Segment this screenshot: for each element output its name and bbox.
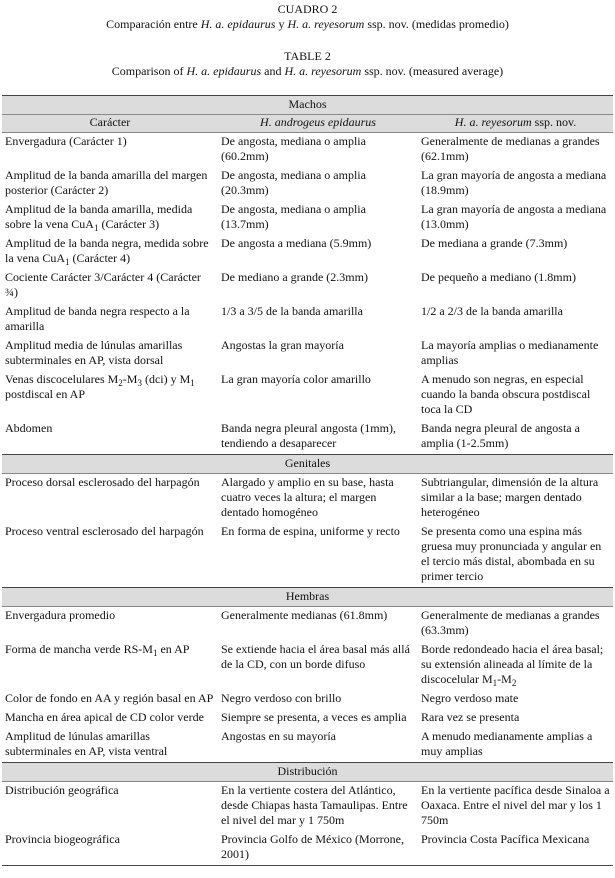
table-row: [2, 201, 613, 235]
section-title: Genitales: [2, 455, 613, 474]
section-title: Machos: [2, 96, 613, 115]
cell-reyesorum: Subtriangular, dimensión de la altura similar a la base; margen dentado heterogéneo: [421, 475, 599, 519]
caption-english: [0, 49, 615, 79]
table-row: [2, 782, 613, 832]
cell-caracter: Proceso dorsal esclerosado del harpagón: [5, 475, 200, 489]
cell-caracter: Mancha en área apical de CD color verde: [5, 710, 204, 724]
cell-reyesorum: A menudo medianamente amplias a muy amplias: [421, 729, 593, 758]
cell-epidaurus: La gran mayoría color amarillo: [221, 372, 371, 386]
cell-epidaurus: 1/3 a 3/5 de la banda amarilla: [221, 304, 363, 318]
table-row: [2, 523, 613, 588]
cell-epidaurus: De angosta a mediana (5.9mm): [221, 236, 372, 250]
cell-reyesorum: Provincia Costa Pacífica Mexicana: [418, 831, 613, 866]
cell-caracter: Venas discocelulares $M_2-M_3$ (dci) y $M_1$ postdiscal en AP: [5, 372, 195, 401]
column-header-row: [2, 115, 613, 133]
cell-caracter: Amplitud de la banda amarilla, medida sobre la vena CuA$_1$ (Carácter 3): [5, 202, 193, 233]
cell-caracter: Amplitud de banda negra respecto a la amarilla: [5, 304, 190, 333]
cell-reyesorum: De mediana a grande (7.3mm): [421, 236, 568, 250]
cell-reyesorum: 1/2 a 2/3 de la banda amarilla: [421, 304, 563, 318]
cell-epidaurus: Banda negra pleural angosta (1mm), tendiendo a desaparecer: [221, 421, 396, 450]
section-row-distribucion: [2, 763, 613, 782]
cell-reyesorum: La gran mayoría de angosta a mediana (13.0mm): [421, 202, 607, 231]
section-row-machos: [2, 96, 613, 115]
cell-reyesorum: Borde redondeado hacia el área basal; su extensión alineada al límite de la discocelular $M_1-M_2$: [421, 642, 604, 688]
cell-epidaurus: Alargado y amplio en su base, hasta cuatro veces la altura; el margen dentado homogéneo: [221, 475, 394, 519]
cell-epidaurus: Angostas la gran mayoría: [221, 338, 344, 352]
table-row: [2, 690, 613, 709]
table-row: [2, 337, 613, 371]
cell-reyesorum: Generalmente de medianas a grandes (63.3mm): [421, 608, 600, 637]
cell-caracter: Amplitud de la banda amarilla del margen posterior (Carácter 2): [5, 168, 208, 197]
cell-reyesorum: Rara vez se presenta: [421, 710, 520, 724]
column-header-reyesorum: H. a. reyesorum ssp. nov.: [418, 115, 613, 133]
cell-epidaurus: De angosta, mediana o amplia (60.2mm): [221, 134, 366, 163]
cell-epidaurus: De mediano a grande (2.3mm): [221, 270, 368, 284]
section-row-hembras: [2, 588, 613, 607]
section-title: Hembras: [2, 588, 613, 607]
cell-reyesorum: De pequeño a mediano (1.8mm): [421, 270, 576, 284]
cell-caracter: Provincia biogeográfica: [2, 831, 218, 866]
caption-spanish: [0, 2, 615, 32]
cell-epidaurus: En forma de espina, uniforme y recto: [221, 524, 400, 538]
cell-epidaurus: Provincia Golfo de México (Morrone, 2001): [218, 831, 418, 866]
cell-reyesorum: En la vertiente pacífica desde Sinaloa a Oaxaca. Entre el nivel del mar y los 1 750m: [421, 783, 610, 827]
table-row: [2, 269, 613, 303]
comparison-table: [2, 95, 613, 866]
caption-spanish-label: CUADRO 2: [277, 2, 338, 16]
cell-epidaurus: Siempre se presenta, a veces es amplia: [221, 710, 407, 724]
table-row: [2, 641, 613, 690]
table-row: [2, 235, 613, 269]
cell-reyesorum: La mayoría amplias o medianamente amplias: [421, 338, 599, 367]
cell-reyesorum: La gran mayoría de angosta a mediana (18.9mm): [421, 168, 607, 197]
cell-caracter: Color de fondo en AA y región basal en AP: [5, 691, 214, 705]
caption-english-title: Comparison of H. a. epidaurus and H. a. reyesorum ssp. nov. (measured average): [111, 64, 504, 78]
table-row: [2, 709, 613, 728]
cell-epidaurus: De angosta, mediana o amplia (20.3mm): [221, 168, 366, 197]
cell-reyesorum: Generalmente de medianas a grandes (62.1mm): [421, 134, 600, 163]
column-header-epidaurus: H. androgeus epidaurus: [218, 115, 418, 133]
cell-caracter: Amplitud media de lúnulas amarillas subterminales en AP, vista dorsal: [5, 338, 183, 367]
table-row: [2, 167, 613, 201]
cell-caracter: Envergadura (Carácter 1): [5, 134, 127, 148]
cell-caracter: Distribución geográfica: [5, 783, 119, 797]
table-row: [2, 371, 613, 420]
column-header-caracter: Carácter: [2, 115, 218, 133]
cell-reyesorum: Se presenta como una espina más gruesa muy pronunciada y angular en el tercio más distal, abombada en su primer tercio: [421, 524, 602, 583]
cell-epidaurus: De angosta, mediana o amplia (13.7mm): [221, 202, 366, 231]
table-row: [2, 474, 613, 524]
table-row: [2, 607, 613, 642]
table-row: [2, 303, 613, 337]
section-title: Distribución: [2, 763, 613, 782]
table-row: [2, 420, 613, 455]
cell-epidaurus: Negro verdoso con brillo: [221, 691, 342, 705]
cell-reyesorum: Negro verdoso mate: [421, 691, 519, 705]
table-row: [2, 831, 613, 866]
section-row-genitales: [2, 455, 613, 474]
cell-caracter: Forma de mancha verde $RS-M_1$ en AP: [5, 642, 190, 658]
cell-caracter: Amplitud de la banda negra, medida sobre la vena CuA$_1$ (Carácter 4): [5, 236, 209, 267]
cell-caracter: Proceso ventral esclerosado del harpagón: [5, 524, 204, 538]
table-row: [2, 133, 613, 168]
cell-caracter: Envergadura promedio: [5, 608, 116, 622]
table-row: [2, 728, 613, 763]
cell-caracter: Cociente Carácter 3/Carácter 4 (Carácter ¾): [5, 270, 201, 299]
cell-epidaurus: Generalmente medianas (61.8mm): [221, 608, 388, 622]
cell-caracter: Amplitud de lúnulas amarillas subterminales en AP, vista ventral: [5, 729, 168, 758]
cell-reyesorum: Banda negra pleural de angosta a amplia (1-2.5mm): [421, 421, 580, 450]
caption-english-label: TABLE 2: [284, 49, 331, 63]
cell-epidaurus: En la vertiente costera del Atlántico, desde Chiapas hasta Tamaulipas. Entre el nivel del mar y 1 750m: [221, 783, 408, 827]
cell-caracter: Abdomen: [5, 421, 53, 435]
caption-spanish-title: Comparación entre H. a. epidaurus y H. a. reyesorum ssp. nov. (medidas promedio): [106, 17, 509, 31]
cell-reyesorum: A menudo son negras, en especial cuando la banda obscura postdiscal toca la CD: [421, 372, 591, 416]
cell-epidaurus: Angostas en su mayoría: [221, 729, 336, 743]
cell-epidaurus: Se extiende hacia el área basal más allá de la CD, con un borde difuso: [221, 642, 410, 671]
